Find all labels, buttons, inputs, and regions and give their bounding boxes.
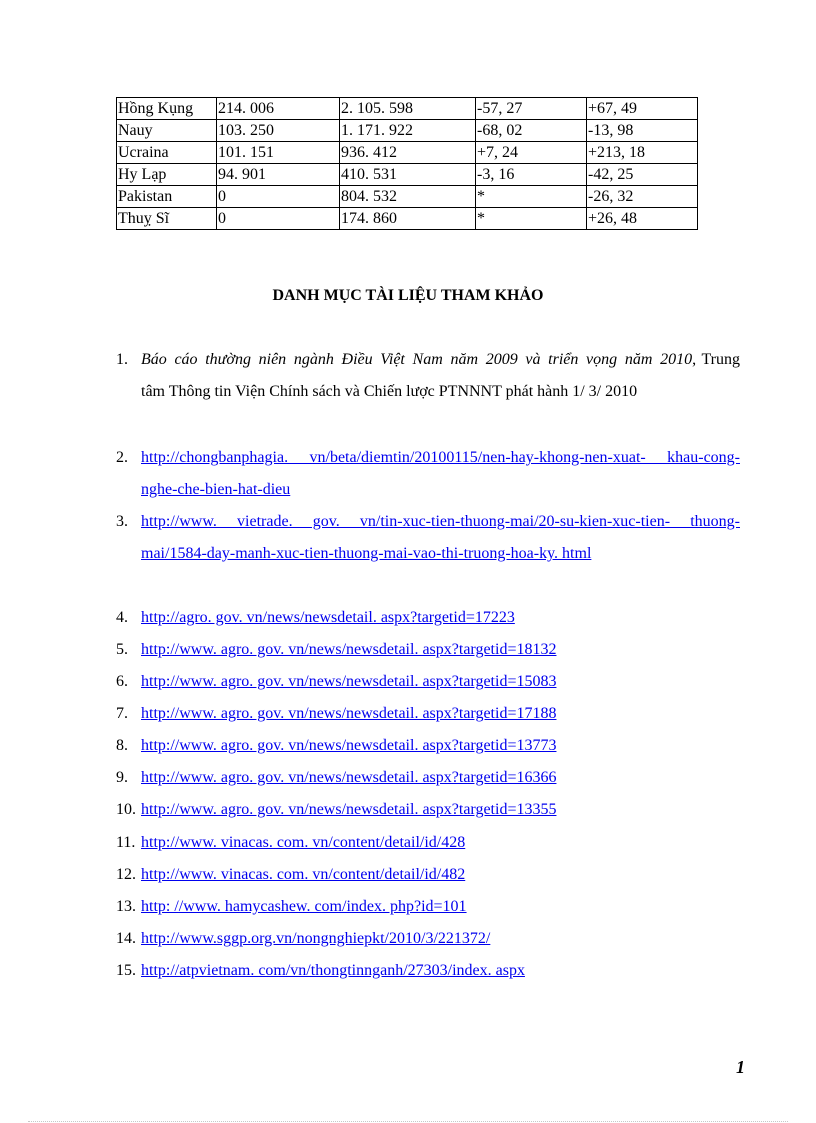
table-cell-value: -57, 27 (476, 98, 587, 120)
table-cell-value: 410. 531 (340, 164, 476, 186)
export-data-table (116, 97, 698, 230)
page-bottom-rule (28, 1121, 788, 1122)
reference-item-10 (116, 794, 740, 826)
reference-text (141, 698, 740, 730)
reference-item-2 (116, 442, 740, 506)
reference-link[interactable]: http://www. vietrade. gov. vn/tin-xuc-tien-thuong-mai/20-su-kien-xuc-tien- thuong-mai/1584-day-manh-xuc-tien-thuong-mai-vao-thi-truong-hoa-ky. html (141, 513, 740, 562)
reference-link[interactable]: http://www. vinacas. com. vn/content/detail/id/428 (141, 834, 466, 851)
table-cell-value: 1. 171. 922 (340, 120, 476, 142)
table-cell-value: 0 (217, 208, 340, 230)
table-cell-value: 103. 250 (217, 120, 340, 142)
references-title: DANH MỤC TÀI LIỆU THAM KHẢO (272, 287, 544, 304)
reference-link[interactable]: http://atpvietnam. com/vn/thongtinnganh/27303/index. aspx (141, 962, 525, 979)
reference-link[interactable]: http://www. vinacas. com. vn/content/detail/id/482 (141, 866, 466, 883)
reference-number: 4. (116, 609, 128, 626)
reference-link[interactable]: http://www. agro. gov. vn/news/newsdetail. aspx?targetid=16366 (141, 769, 557, 786)
table-cell-value: +67, 49 (587, 98, 698, 120)
reference-text (141, 730, 740, 762)
reference-number: 6. (116, 673, 128, 690)
table-cell-value: 94. 901 (217, 164, 340, 186)
reference-text (141, 442, 740, 506)
table-cell-value: -68, 02 (476, 120, 587, 142)
table-row (117, 142, 698, 164)
reference-number: 13. (116, 898, 136, 915)
reference-number: 12. (116, 866, 136, 883)
reference-link[interactable]: http://chongbanphagia. vn/beta/diemtin/20100115/nen-hay-khong-nen-xuat- khau-cong-nghe-che-bien-hat-dieu (141, 449, 740, 498)
reference-number: 1. (116, 351, 128, 368)
reference-number: 7. (116, 705, 128, 722)
page-number: 1 (736, 1057, 745, 1077)
reference-number: 9. (116, 769, 128, 786)
table-cell-value: * (476, 186, 587, 208)
reference-link[interactable]: http://www.sggp.org.vn/nongnghiepkt/2010/3/221372/ (141, 930, 491, 947)
table-cell-value: 214. 006 (217, 98, 340, 120)
reference-link[interactable]: http: //www. hamycashew. com/index. php?id=101 (141, 898, 467, 915)
table-cell-country: Pakistan (117, 186, 217, 208)
table-row (117, 208, 698, 230)
reference-link[interactable]: http://www. agro. gov. vn/news/newsdetail. aspx?targetid=18132 (141, 641, 557, 658)
reference-text (141, 891, 740, 923)
reference-text (141, 344, 740, 408)
reference-item-5 (116, 634, 740, 666)
table-cell-value: -13, 98 (587, 120, 698, 142)
reference-item-6 (116, 666, 740, 698)
reference-item-14 (116, 923, 740, 955)
reference-text (141, 666, 740, 698)
reference-number: 3. (116, 513, 128, 530)
table-row (117, 186, 698, 208)
reference-number: 11. (116, 834, 136, 851)
table-cell-value: +213, 18 (587, 142, 698, 164)
reference-link[interactable]: http://agro. gov. vn/news/newsdetail. aspx?targetid=17223 (141, 609, 515, 626)
reference-number: 14. (116, 930, 136, 947)
reference-text (141, 634, 740, 666)
reference-text (141, 859, 740, 891)
table-cell-value: +26, 48 (587, 208, 698, 230)
reference-item-15 (116, 955, 740, 987)
reference-text (141, 794, 740, 826)
reference-number: 15. (116, 962, 136, 979)
table-cell-value: -26, 32 (587, 186, 698, 208)
table-cell-value: 804. 532 (340, 186, 476, 208)
reference-number: 8. (116, 737, 128, 754)
table-cell-country: Hồng Kụng (117, 98, 217, 120)
table-cell-value: 936. 412 (340, 142, 476, 164)
reference-text (141, 955, 740, 987)
table-cell-value: +7, 24 (476, 142, 587, 164)
reference-link[interactable]: http://www. agro. gov. vn/news/newsdetail. aspx?targetid=13773 (141, 737, 557, 754)
reference-link[interactable]: http://www. agro. gov. vn/news/newsdetail. aspx?targetid=17188 (141, 705, 557, 722)
reference-text (141, 602, 740, 634)
table-body (117, 98, 698, 230)
reference-item-13 (116, 891, 740, 923)
table-cell-value: -42, 25 (587, 164, 698, 186)
table-cell-country: Hy Lạp (117, 164, 217, 186)
table-row (117, 164, 698, 186)
reference-link[interactable]: http://www. agro. gov. vn/news/newsdetail. aspx?targetid=15083 (141, 673, 557, 690)
table-cell-country: Ucraina (117, 142, 217, 164)
reference-number: 5. (116, 641, 128, 658)
reference-item-7 (116, 698, 740, 730)
reference-report-title: Báo cáo thường niên ngành Điều Việt Nam năm 2009 và triển vọng năm 2010 (141, 351, 693, 368)
reference-number: 2. (116, 449, 128, 466)
reference-number: 10. (116, 801, 136, 818)
table-cell-country: Thuỵ Sĩ (117, 208, 217, 230)
table-cell-value: * (476, 208, 587, 230)
reference-text (141, 506, 740, 570)
table-row (117, 120, 698, 142)
table-row (117, 98, 698, 120)
table-cell-country: Nauy (117, 120, 217, 142)
reference-text (141, 827, 740, 859)
table-cell-value: 101. 151 (217, 142, 340, 164)
reference-item-12 (116, 859, 740, 891)
reference-item-11 (116, 827, 740, 859)
table-cell-value: 2. 105. 598 (340, 98, 476, 120)
table-cell-value: 174. 860 (340, 208, 476, 230)
reference-text (141, 762, 740, 794)
reference-item-3 (116, 506, 740, 570)
reference-item-4 (116, 602, 740, 634)
reference-item-9 (116, 762, 740, 794)
reference-item-8 (116, 730, 740, 762)
table-cell-value: -3, 16 (476, 164, 587, 186)
reference-item-1 (116, 344, 740, 408)
reference-text (141, 923, 740, 955)
reference-link[interactable]: http://www. agro. gov. vn/news/newsdetail. aspx?targetid=13355 (141, 801, 557, 818)
reference-publisher: , Trung tâm Thông tin Viện Chính sách và Chiến lược PTNNNT phát hành 1/ 3/ 2010 (141, 351, 741, 400)
table-cell-value: 0 (217, 186, 340, 208)
